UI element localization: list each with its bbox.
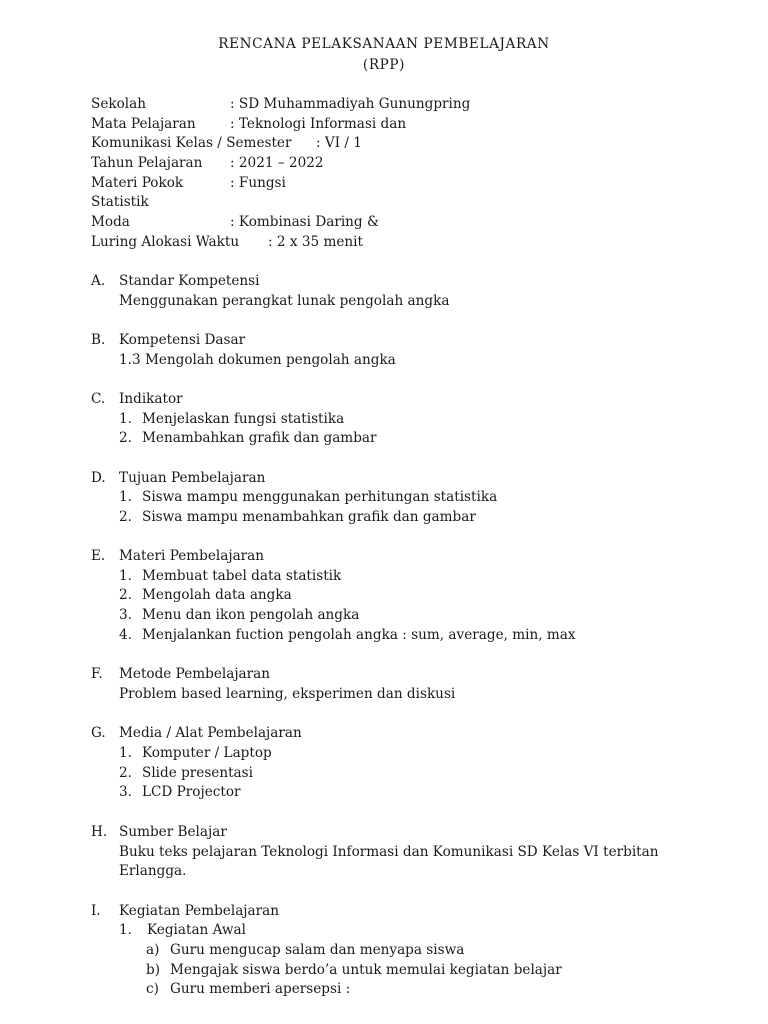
list-item-number: 2. [119, 430, 132, 446]
list-item-number: 1. [119, 411, 132, 427]
section-f-letter: F. [91, 666, 103, 682]
subsection-title: Kegiatan Awal [147, 922, 246, 938]
list-item: Siswa mampu menggunakan perhitungan statistika [142, 489, 498, 505]
section-a-title: Standar Kompetensi [119, 273, 260, 289]
section-h-body-continued: Erlangga. [119, 863, 187, 879]
list-item-number: 1. [119, 489, 132, 505]
list-item-number: 1. [119, 568, 132, 584]
year-label: Tahun Pelajaran [91, 155, 203, 171]
duration-label: Luring Alokasi Waktu [91, 234, 240, 250]
section-g-title: Media / Alat Pembelajaran [119, 725, 302, 741]
list-item-number: 4. [119, 627, 132, 643]
mode-value: : Kombinasi Daring & [230, 214, 380, 230]
topic-value: : Fungsi [230, 175, 286, 191]
topic-continued: Statistik [91, 194, 149, 210]
section-e-letter: E. [91, 548, 106, 564]
list-item: Menu dan ikon pengolah angka [142, 607, 360, 623]
section-i-letter: I. [91, 903, 101, 919]
list-item-number: 2. [119, 587, 132, 603]
section-c-title: Indikator [119, 391, 183, 407]
document-title: RENCANA PELAKSANAAN PEMBELAJARAN [218, 36, 550, 52]
section-i-title: Kegiatan Pembelajaran [119, 903, 279, 919]
section-a-letter: A. [91, 273, 106, 289]
section-f-body: Problem based learning, eksperimen dan diskusi [119, 686, 456, 702]
list-item: Komputer / Laptop [142, 745, 272, 761]
topic-label: Materi Pokok [91, 175, 184, 191]
list-item: Guru mengucap salam dan menyapa siswa [170, 942, 465, 958]
list-item: Slide presentasi [142, 765, 253, 781]
section-a-body: Menggunakan perangkat lunak pengolah angka [119, 293, 450, 309]
section-g-letter: G. [91, 725, 106, 741]
list-item-number: 2. [119, 509, 132, 525]
subject-value: : Teknologi Informasi dan [230, 116, 407, 132]
list-item-number: 3. [119, 607, 132, 623]
list-item-number: 3. [119, 784, 132, 800]
list-item-number: b) [146, 962, 161, 978]
list-item-number: 1. [119, 745, 132, 761]
list-item: Guru memberi apersepsi : [170, 981, 351, 997]
duration-value: : 2 x 35 menit [268, 234, 363, 250]
list-item: Siswa mampu menambahkan grafik dan gambar [142, 509, 476, 525]
list-item: Membuat tabel data statistik [142, 568, 342, 584]
section-h-body: Buku teks pelajaran Teknologi Informasi dan Komunikasi SD Kelas VI terbitan [119, 844, 659, 860]
section-h-title: Sumber Belajar [119, 824, 227, 840]
list-item: LCD Projector [142, 784, 241, 800]
class-value: : VI / 1 [316, 135, 362, 151]
document-subtitle: (RPP) [362, 57, 406, 73]
year-value: : 2021 – 2022 [230, 155, 324, 171]
list-item: Menjelaskan fungsi statistika [142, 411, 345, 427]
section-h-letter: H. [91, 824, 108, 840]
list-item: Mengolah data angka [142, 587, 292, 603]
class-label: Komunikasi Kelas / Semester [91, 135, 292, 151]
section-b-body: 1.3 Mengolah dokumen pengolah angka [119, 352, 396, 368]
section-d-letter: D. [91, 470, 106, 486]
section-c-letter: C. [91, 391, 106, 407]
subject-label: Mata Pelajaran [91, 116, 196, 132]
section-b-title: Kompetensi Dasar [119, 332, 246, 348]
section-f-title: Metode Pembelajaran [119, 666, 271, 682]
list-item-number: 2. [119, 765, 132, 781]
section-e-title: Materi Pembelajaran [119, 548, 265, 564]
list-item: Menambahkan grafik dan gambar [142, 430, 377, 446]
subsection-number: 1. [119, 922, 132, 938]
section-d-title: Tujuan Pembelajaran [119, 470, 266, 486]
list-item: Mengajak siswa berdo’a untuk memulai kegiatan belajar [170, 962, 562, 978]
list-item-number: c) [146, 981, 159, 997]
mode-label: Moda [91, 214, 130, 230]
school-label: Sekolah [91, 96, 146, 112]
list-item-number: a) [146, 942, 160, 958]
section-b-letter: B. [91, 332, 106, 348]
school-value: : SD Muhammadiyah Gunungpring [230, 96, 471, 112]
list-item: Menjalankan fuction pengolah angka : sum, average, min, max [142, 627, 576, 643]
